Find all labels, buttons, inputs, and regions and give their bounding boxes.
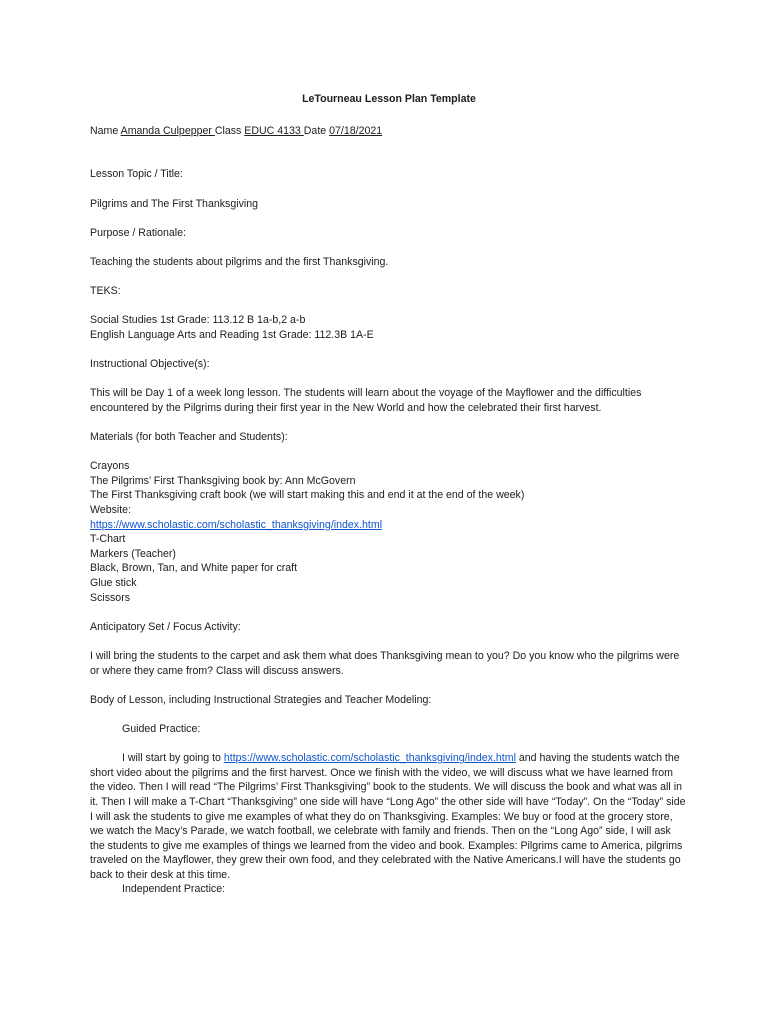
name-label: Name xyxy=(90,124,121,137)
teks-line: English Language Arts and Reading 1st Grade: 112.3B 1A-E xyxy=(90,328,374,341)
list-item: The First Thanksgiving craft book (we will start making this and end it at the end of the week) xyxy=(90,489,525,502)
independent-heading: Independent Practice: xyxy=(122,883,226,896)
guided-heading: Guided Practice: xyxy=(122,722,201,735)
date-label: Date xyxy=(303,124,330,137)
purpose-heading: Purpose / Rationale: xyxy=(90,226,186,239)
purpose-value: Teaching the students about pilgrims and the first Thanksgiving. xyxy=(90,255,389,268)
materials-list xyxy=(90,459,688,605)
list-item: Crayons xyxy=(90,460,130,473)
list-item: T-Chart xyxy=(90,533,126,546)
list-item: Scissors xyxy=(90,591,131,604)
objective-heading: Instructional Objective(s): xyxy=(90,358,210,371)
list-item: The Pilgrims’ First Thanksgiving book by: Ann McGovern xyxy=(90,474,356,487)
list-item: Website: xyxy=(90,504,132,517)
teks-heading: TEKS: xyxy=(90,285,121,298)
guided-text-start: I will start by going to xyxy=(122,752,224,765)
document-title: LeTourneau Lesson Plan Template xyxy=(302,93,476,105)
list-item: Black, Brown, Tan, and White paper for craft xyxy=(90,562,298,575)
class-label: Class xyxy=(214,124,245,137)
anticipatory-value: I will bring the students to the carpet and ask them what does Thanksgiving mean to you? Do you know who the pilgrims were or where they came from? Class will discuss answers. xyxy=(90,649,680,677)
list-item: Glue stick xyxy=(90,577,137,589)
topic-heading: Lesson Topic / Title: xyxy=(90,168,183,181)
date-value: 07/18/2021 xyxy=(329,124,383,137)
name-value: Amanda Culpepper xyxy=(120,124,215,137)
anticipatory-heading: Anticipatory Set / Focus Activity: xyxy=(90,620,241,633)
topic-value: Pilgrims and The First Thanksgiving xyxy=(90,197,258,210)
name-class-date-line xyxy=(90,124,688,139)
list-item: Markers (Teacher) xyxy=(90,547,176,560)
guided-text-rest: and having the students watch the short video about the pilgrims and the first harvest. Once we finish with the video, we will discuss what we have learned from the video. Then I will read “The Pilgrims’ First Thanksgiving” book to the students. We will discuss the book and what was all in it. Then I will make a T-Chart “Thanksgiving” one side will have “Long Ago” the other side will have “Today”. On the “Today” side I will ask the students to give me examples of what they do on Thanksgiving. Examples: We buy or food at the grocery store, we watch the Macy’s Parade, we watch football, we celebrate with family and friends. Then on the “Long Ago” side, I will ask the students to give me examples of things we learned from the video and book. Examples: Pilgrims came to America, pilgrims traveled on the Mayflower, they grew their own food, and they celebrated with the Native Americans.I will have the students go back to their desk at this time. xyxy=(90,752,686,881)
class-value: EDUC 4133 xyxy=(244,124,304,137)
materials-heading: Materials (for both Teacher and Students): xyxy=(90,431,288,444)
body-heading: Body of Lesson, including Instructional Strategies and Teacher Modeling: xyxy=(90,693,432,706)
website-link[interactable]: https://www.scholastic.com/scholastic_thanksgiving/index.html xyxy=(90,518,383,531)
guided-website-link[interactable]: https://www.scholastic.com/scholastic_thanksgiving/index.html xyxy=(223,752,516,765)
objective-value: This will be Day 1 of a week long lesson. The students will learn about the voyage of the Mayflower and the difficulties encountered by the Pilgrims during their first year in the New World and how the celebrated their first harvest. xyxy=(90,387,642,414)
guided-paragraph xyxy=(90,751,688,882)
teks-line: Social Studies 1st Grade: 113.12 B 1a-b,2 a-b xyxy=(90,314,306,327)
